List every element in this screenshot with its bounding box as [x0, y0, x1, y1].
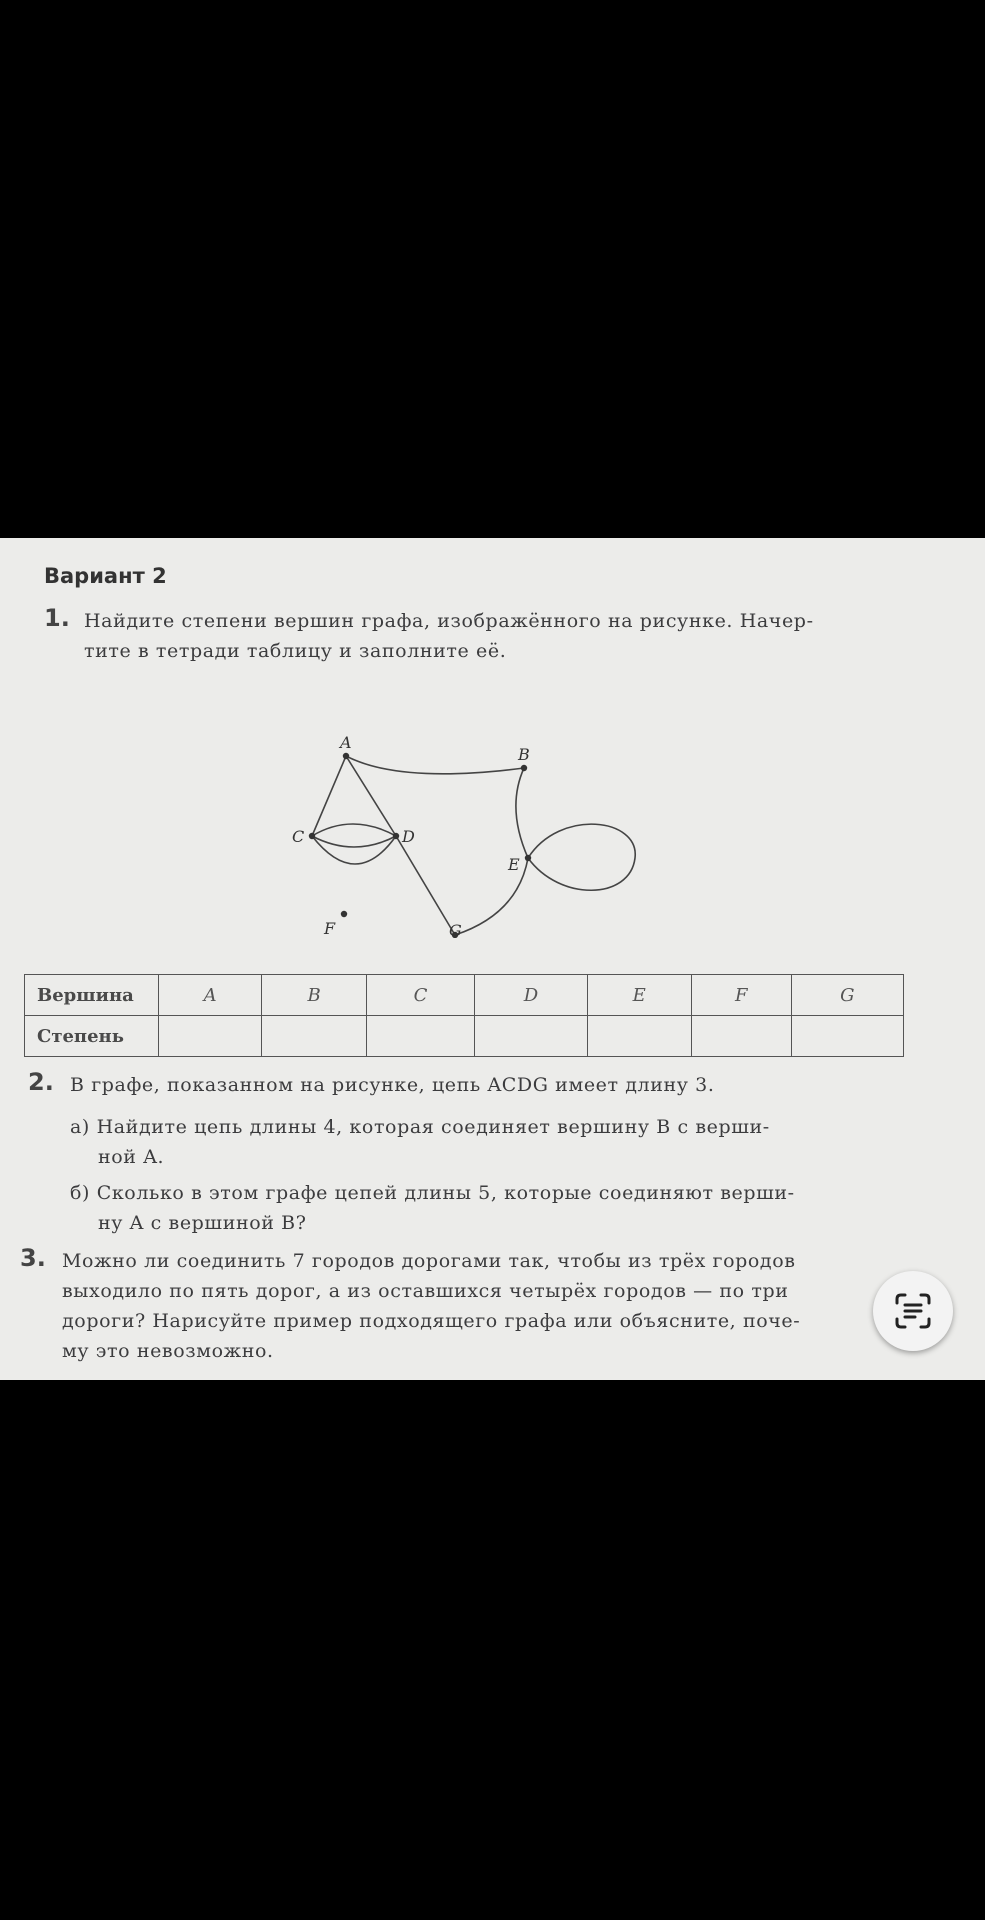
text-scan-icon — [893, 1291, 933, 1331]
task-2a-line-2: ной A. — [98, 1146, 165, 1168]
task-3-line-1: Можно ли соединить 7 городов дорогами так, чтобы из трёх городов — [62, 1250, 796, 1272]
graph-figure — [260, 688, 680, 938]
table-cell-empty — [791, 1016, 903, 1057]
degree-table — [24, 974, 904, 1057]
task-2-number: 2. — [28, 1068, 54, 1096]
task-3-number: 3. — [20, 1244, 46, 1272]
table-header-degree: Степень — [25, 1016, 159, 1057]
vertex-g-label: G — [449, 921, 462, 938]
edge-e-loop — [528, 824, 635, 890]
table-col-g: G — [791, 975, 903, 1016]
vertex-d-dot — [393, 833, 399, 839]
task-2-intro: В графе, показанном на рисунке, цепь ACDG имеет длину 3. — [70, 1074, 715, 1096]
table-col-c: C — [366, 975, 474, 1016]
textbook-page — [0, 538, 985, 1380]
vertex-e-label: E — [508, 855, 520, 874]
vertex-d-label: D — [402, 827, 415, 846]
task-3-line-3: дороги? Нарисуйте пример подходящего графа или объясните, поче- — [62, 1310, 801, 1332]
edge-a-b — [346, 756, 524, 774]
table-col-e: E — [587, 975, 691, 1016]
table-col-a: A — [159, 975, 262, 1016]
table-cell-empty — [159, 1016, 262, 1057]
vertex-a-label: A — [340, 733, 352, 752]
table-col-f: F — [691, 975, 791, 1016]
table-cell-empty — [366, 1016, 474, 1057]
table-cell-empty — [691, 1016, 791, 1057]
task-3-line-2: выходило по пять дорог, а из оставшихся четырёх городов — по три — [62, 1280, 789, 1302]
vertex-f-dot — [341, 911, 347, 917]
edge-a-c — [312, 756, 346, 836]
text-scan-button[interactable] — [873, 1271, 953, 1351]
edge-b-e — [516, 768, 528, 858]
edge-c-d-1 — [312, 824, 396, 836]
table-col-d: D — [475, 975, 587, 1016]
table-cell-empty — [475, 1016, 587, 1057]
table-cell-empty — [587, 1016, 691, 1057]
task-2b-line-2: ну A с вершиной B? — [98, 1212, 307, 1234]
task-2b-line-1: б) Сколько в этом графе цепей длины 5, которые соединяют верши- — [70, 1182, 795, 1204]
variant-title: Вариант 2 — [44, 564, 167, 588]
table-cell-empty — [262, 1016, 367, 1057]
task-1-line-1: Найдите степени вершин графа, изображённого на рисунке. Начер- — [84, 610, 814, 632]
task-2a-line-1: а) Найдите цепь длины 4, которая соединяет вершину B с верши- — [70, 1116, 770, 1138]
task-1-number: 1. — [44, 604, 70, 632]
table-col-b: B — [262, 975, 367, 1016]
task-1-line-2: тите в тетради таблицу и заполните её. — [84, 640, 507, 662]
vertex-f-label: F — [324, 919, 336, 938]
vertex-c-label: C — [292, 827, 305, 846]
vertex-e-dot — [525, 855, 531, 861]
vertex-c-dot — [309, 833, 315, 839]
edge-d-g — [396, 836, 455, 935]
vertex-b-dot — [521, 765, 527, 771]
table-header-vertex: Вершина — [25, 975, 159, 1016]
table-row-vertices — [25, 975, 904, 1016]
edge-c-d-2 — [312, 836, 396, 847]
edge-c-d-3 — [312, 836, 396, 864]
vertex-b-label: B — [518, 745, 530, 764]
task-3-line-4: му это невозможно. — [62, 1340, 274, 1362]
table-row-degrees — [25, 1016, 904, 1057]
vertex-a-dot — [343, 753, 349, 759]
